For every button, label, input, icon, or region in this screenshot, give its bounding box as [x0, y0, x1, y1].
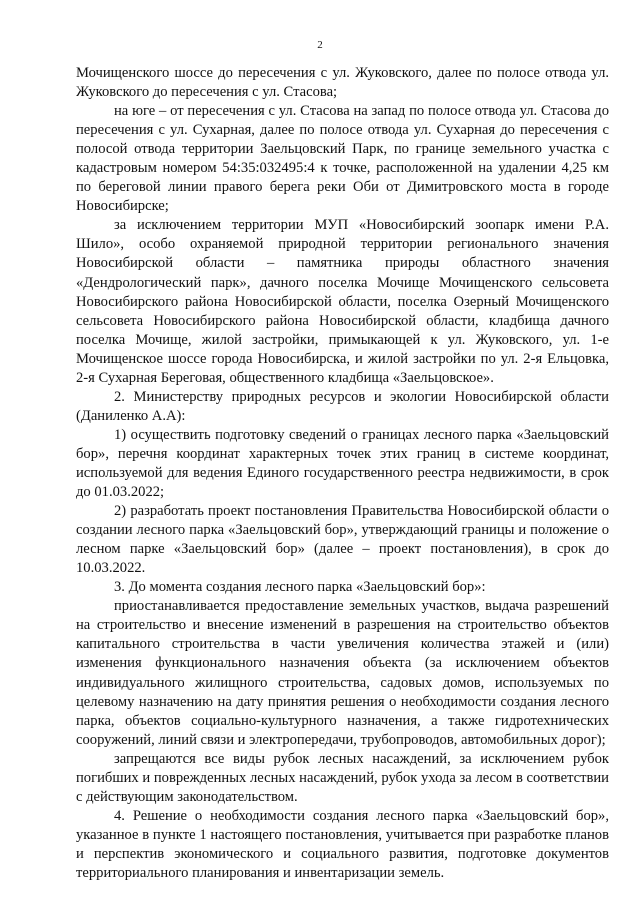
paragraph-item-3-suspension: приостанавливается предоставление земельных участков, выдача разрешений на строительство и внесение изменений в разрешения на строительство объектов капитального строительства в части увеличения количества этажей и (или) изменения функционального назначения объекта (за исключением объектов индивидуального жилищного строительства, садовых домов, используемых по целевому назначению на дату принятия решения о необходимости создания лесного парка, объектов социально-культурного назначения, а также гидротехнических сооружений, линий связи и электропередачи, трубопроводов, автомобильных дорог); — [76, 598, 609, 748]
paragraph-item-3-prohibition: запрещаются все виды рубок лесных насаждений, за исключением рубок погибших и поврежденных лесных насаждений, рубок ухода за лесом в соответствии с действующим законодательством. — [76, 750, 609, 805]
paragraph-exclusions: за исключением территории МУП «Новосибирский зоопарк имени Р.А. Шило», особо охраняемой природной территории регионального значения Новосибирской области – памятника природы областного значения «Дендрологический парк», дачного поселка Мочище Мочищенского сельсовета Новосибирского района Новосибирской области, поселка Озерный Мочищенского сельсовета Новосибирского района Новосибирской области, кладбища дачного поселка Мочище, жилой застройки, примыкающей к ул. Жуковского, ул. 1-е Мочищенское шоссе города Новосибирска, и жилой застройки по ул. 2-я Ельцовка, 2-я Сухарная Береговая, общественного кладбища «Заельцовское». — [76, 217, 609, 386]
paragraph-south-boundary: на юге – от пересечения с ул. Стасова на запад по полосе отвода ул. Стасова до пересечения с ул. Сухарная, далее по полосе отвода ул. Сухарная до пересечения с полосой отвода территории Заельцовский Парк, по границе земельного участка с кадастровым номером 54:35:032495:4 к точке, расположенной на удалении 4,25 км по береговой линии правого берега реки Оби от Димитровского моста в городе Новосибирске; — [76, 103, 609, 215]
paragraph-continuation: Мочищенского шоссе до пересечения с ул. Жуковского, далее по полосе отвода ул. Жуковского до пересечения с ул. Стасова; — [76, 65, 609, 101]
paragraph-item-4: 4. Решение о необходимости создания лесного парка «Заельцовский бор», указанное в пункте 1 настоящего постановления, учитывается при разработке планов и перспектив экономического и социального развития, подготовке документов территориального планирования и инвентаризации земель. — [76, 807, 609, 881]
paragraph-item-2-1: 1) осуществить подготовку сведений о границах лесного парка «Заельцовский бор», перечня координат характерных точек этих границ в системе координат, используемой для ведения Единого государственного реестра недвижимости, в срок до 01.03.2022; — [76, 426, 609, 501]
paragraph-item-2-2: 2) разработать проект постановления Правительства Новосибирской области о создании лесного парка «Заельцовский бор», утверждающий границы и положение о лесном парке «Заельцовский бор» (далее – проект постановления), в срок до 10.03.2022. — [76, 503, 609, 577]
page-number: 2 — [317, 39, 323, 51]
paragraph-item-3: 3. До момента создания лесного парка «Заельцовский бор»: — [114, 579, 486, 596]
paragraph-item-2: 2. Министерству природных ресурсов и экологии Новосибирской области (Даниленко А.А): — [76, 388, 609, 424]
document-body — [76, 64, 609, 883]
